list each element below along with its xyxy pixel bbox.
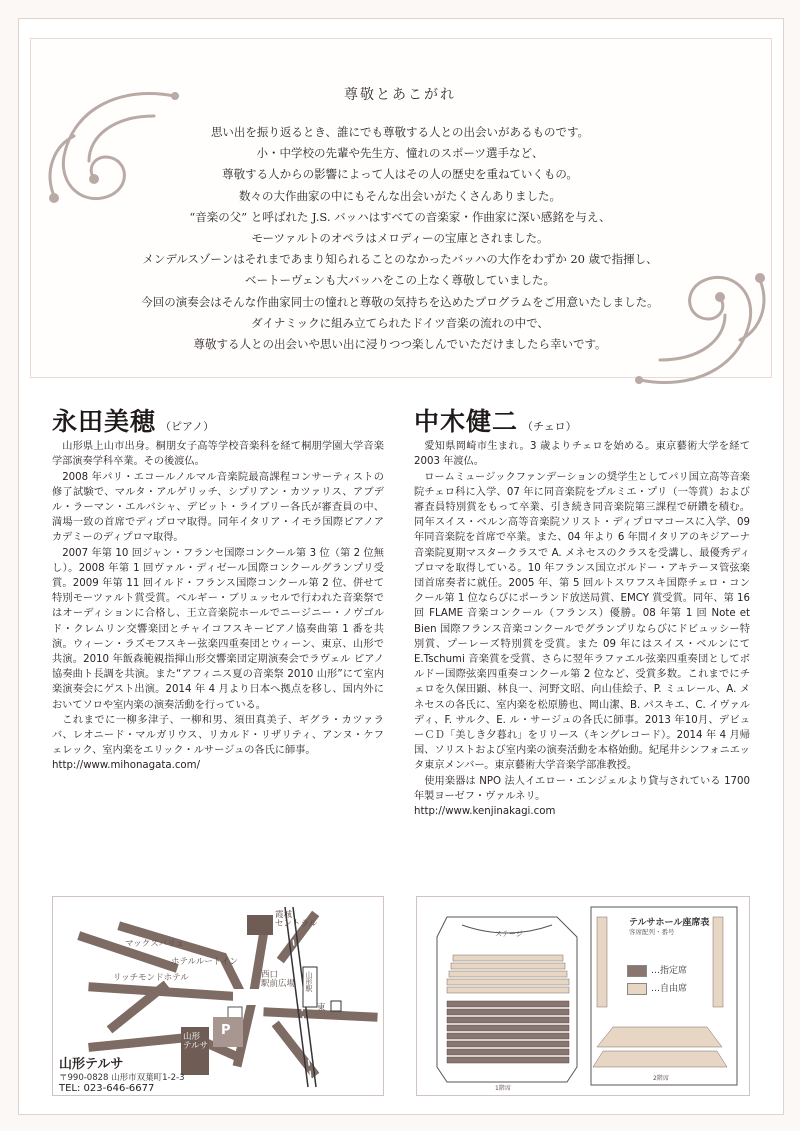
seating-subtitle: 客席配列・番号 — [629, 928, 675, 936]
cellist-name: 中木健二 — [414, 407, 519, 436]
access-map — [52, 896, 384, 1096]
pianist-name: 永田美穂 — [52, 407, 157, 436]
map-label-east: 東 — [317, 1003, 326, 1013]
venue-tel: TEL: 023-646-6677 — [59, 1083, 155, 1094]
intro-line: 尊敬する人との出会いや思い出に浸りつつ楽しんでいただけましたら幸いです。 — [193, 337, 607, 352]
intro-line: ベートーヴェンも大バッハをこの上なく尊敬していました。 — [244, 273, 556, 288]
bio-paragraph: 山形県上山市出身。桐朋女子高等学校音楽科を経て桐朋学園大学音楽学部演奏学科卒業。その後渡仏。 — [52, 441, 384, 468]
map-label-maxvalu: マックスバリュ — [125, 939, 184, 949]
floor2-label: 2階席 — [653, 1075, 669, 1082]
seating-title: テルサホール座席表 — [629, 918, 710, 928]
intro-line: メンデルスゾーンはそれまであまり知られることのなかったバッハの大作をわずか 20 歳で指揮し、 — [142, 252, 658, 267]
stage-label: ステージ — [495, 930, 523, 938]
legend-reserved: …指定席 — [627, 963, 687, 977]
map-label-hotel-route-inn: ホテルルートイン — [171, 957, 238, 967]
intro-line: 数々の大作曲家の中にもそんな出会いがたくさんありました。 — [239, 188, 561, 203]
bio-paragraph: これまでに一柳多津子、一柳和男、須田真美子、ギグラ・カツァラバ、レオニード・マルガリウス、リカルド・リザリティ、アンヌ・ケフェレック、室内楽をエリック・ルサージュの各氏に師事。 — [52, 714, 384, 757]
parking-icon: P — [221, 1023, 231, 1038]
legend-swatch — [627, 965, 647, 977]
map-label-richmond: リッチモンドホテル — [113, 973, 189, 983]
legend-unreserved: …自由席 — [627, 981, 687, 995]
intro-line: 尊敬する人からの影響によって人はその人の歴史を重ねていくもの。 — [222, 167, 578, 182]
seating-chart — [416, 896, 750, 1096]
intro-line: 小・中学校の先輩や先生方、憧れのスポーツ選手など、 — [256, 146, 544, 161]
venue-address: 〒990-0828 山形市双葉町1-2-3 — [59, 1073, 185, 1083]
legend-swatch — [627, 983, 647, 995]
floor1-label: 1階席 — [495, 1085, 511, 1092]
pianist-website-link[interactable]: http://www.mihonagata.com/ — [52, 760, 201, 772]
cellist-website-link[interactable]: http://www.kenjinakagi.com — [414, 806, 556, 818]
map-label-kasumijo: 霞城 セントラル — [275, 910, 318, 929]
pianist-role: （ピアノ） — [160, 420, 215, 433]
intro-text — [70, 122, 730, 355]
cellist-role: （チェロ） — [522, 420, 577, 433]
bio-paragraph: 愛知県岡崎市生まれ。3 歳よりチェロを始める。東京藝術大学を経て 2003 年渡仏。 — [414, 441, 750, 468]
map-label-terrsa-building: 山形 テルサ — [183, 1032, 209, 1051]
bio-paragraph: ロームミュージックファンデーションの奨学生としてパリ国立高等音楽院チェロ科に入学、07 年に同音楽院をプルミエ・プリ（一等賞）および審査員特別賞をもって卒業、引き続き同音楽院第三課程で研鑽を積む。同年スイス・ベルン高等音楽院ソリスト・ディプロマコースに入学、09 年同音楽院を首席で卒業。また、04 年より 6 年間イタリアのキジアーナ音楽院夏期マスタークラスで A. メネセスのクラスを受講し、最優秀ディプロマを取得している。10 年フランス国立ボルドー・アキテーヌ管弦楽団首席奏者に就任。2005 年、第 5 回ルトスワフスキ国際チェロ・コンクール第 1 位ならびにポーランド放送局賞、EMCY 賞受賞。同年、第 16 回 FLAME 音楽コンクール（フランス）優勝。08 年第 1 回 Note et Bien 国際フランス音楽コンクールでグランプリならびにドビュッシー特別賞、プーレーズ特別賞を受賞。また 09 年にはスイス・ベルンにて E.Tschumi 音楽賞を受賞、さらに翌年ラファエル弦楽四重奏団としてボルドー国際弦楽四重奏コンクール第 2 位など、受賞多数。これまでにチェロを久保田顕、林良一、河野文昭、向山佳絵子、P. ミュレール、A. メネセスの各氏に、室内楽を松原勝也、岡山潔、B. パスキエ、C. イヴァルディ、F. サルク、E. ル・サージュの各氏に師事。2013 年10月、デビューＣＤ「美しき夕暮れ」をリリース（キングレコード）。2014 年 4 月帰国、ソリストおよび室内楽の演奏活動を本格始動。紀尾井シンフォニエッタ東京メンバー。東京藝術大学音楽学部准教授。 — [414, 471, 750, 772]
bio-paragraph: 2007 年第 10 回ジャン・フランセ国際コンクール第 3 位（第 2 位無し）。2008 年第 1 回ヴァル・ディゼール国際コンクールグランプリ受賞。2009 年第 11 回イルド・フランス国際コンクール第 2 位、併せて特別モーツァルト賞受賞。ベルギー・ブリュッセルで行われた音楽祭ではオーディションに合格し、王立音楽院ホールでニージニー・ノヴゴルド・クレムリン交響楽団とチャイコフスキーピアノ協奏曲第 1 番を共演。ウィーン・ラズモフスキー弦楽四重奏団とウィーン、東京、山形で共演。2010 年飯森範親指揮山形交響楽団定期演奏会でラヴェル ピアノ協奏曲ト長調を共演。また“アフィニス夏の音楽祭 2010 山形”にて室内楽演奏会にゲスト出演。2014 年 4 月より日本へ拠点を移し、国内外においてソロや室内楽の演奏活動を行っている。 — [52, 547, 384, 711]
map-label-west-exit: 西口 駅前広場 — [261, 970, 296, 989]
pianist-bio — [52, 407, 384, 774]
intro-line: 今回の演奏会はそんな作曲家同士の憧れと尊敬の気持ちを込めたプログラムをご用意いたしました。 — [141, 294, 659, 309]
intro-line: 思い出を振り返るとき、誰にでも尊敬する人との出会いがあるものです。 — [210, 125, 590, 139]
bio-paragraph: 2008 年パリ・エコールノルマル音楽院最高課程コンサーティストの修了試験で、マルタ・アルゲリッチ、シプリアン・カツァリス、アブデル・ラーマン・エルバシャ、デビット・ライブリー各氏が審査員の中、満場一致の首席でディプロマ取得。同年イタリア・イモラ国際ピアノアカデミーのディプロマ取得。 — [52, 471, 384, 544]
intro-line: ダイナミックに組み立てられたドイツ音楽の流れの中で、 — [251, 315, 549, 330]
intro-line: “音楽の父” と呼ばれた J.S. バッハはすべての音楽家・作曲家に深い感銘を与え、 — [189, 209, 611, 224]
intro-title: 尊敬とあこがれ — [344, 87, 456, 103]
venue-name: 山形テルサ — [59, 1057, 124, 1072]
map-label-station: 山形駅 — [305, 971, 313, 992]
cellist-bio — [414, 407, 750, 819]
intro-line: モーツァルトのオペラはメロディーの宝庫とされました。 — [251, 231, 549, 246]
bio-paragraph: 使用楽器は NPO 法人イエロー・エンジェルより貸与されている 1700 年製ヨーゼフ・ヴァルネリ。 — [414, 775, 750, 802]
